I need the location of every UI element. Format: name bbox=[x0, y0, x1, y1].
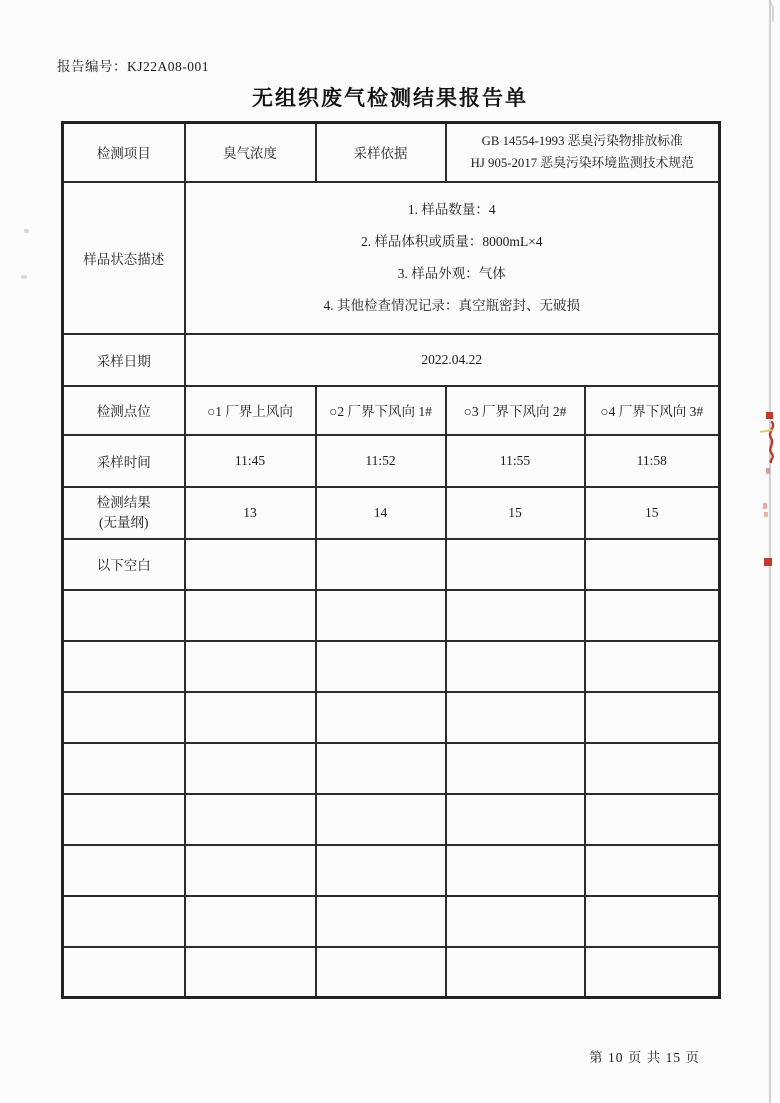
cell-detection-item-value: 臭气浓度 bbox=[185, 123, 316, 182]
results-table-body bbox=[63, 123, 720, 998]
cell-result-1: 13 bbox=[185, 487, 316, 539]
empty-cell bbox=[446, 896, 585, 947]
empty-cell bbox=[585, 641, 720, 692]
report-number-value: KJ22A08-001 bbox=[127, 59, 209, 74]
empty-cell bbox=[316, 743, 446, 794]
empty-cell bbox=[316, 539, 446, 590]
cell-label-sampling-time: 采样时间 bbox=[63, 435, 185, 487]
empty-cell bbox=[316, 896, 446, 947]
cell-label-sampling-date: 采样日期 bbox=[63, 334, 185, 386]
empty-cell bbox=[585, 539, 720, 590]
empty-cell bbox=[316, 590, 446, 641]
scan-smudge bbox=[21, 275, 27, 279]
empty-cell bbox=[585, 845, 720, 896]
empty-cell bbox=[585, 590, 720, 641]
cell-label-sampling-basis: 采样依据 bbox=[316, 123, 446, 182]
red-edge-mark-faint bbox=[763, 503, 767, 509]
red-edge-mark-faint bbox=[766, 468, 770, 474]
detection-results-label-line2: (无量纲) bbox=[99, 514, 149, 530]
red-edge-scribble bbox=[764, 421, 778, 463]
cell-sampling-basis-value bbox=[446, 123, 720, 182]
empty-cell bbox=[316, 794, 446, 845]
report-number-label: 报告编号： bbox=[57, 59, 127, 74]
sample-state-line-1: 1. 样品数量：4 bbox=[407, 202, 496, 217]
empty-cell bbox=[185, 539, 316, 590]
row-blank-below bbox=[63, 539, 720, 590]
row-sample-state bbox=[63, 182, 720, 334]
empty-cell bbox=[63, 743, 185, 794]
empty-cell bbox=[446, 692, 585, 743]
sampling-basis-line2: HJ 905-2017 恶臭污染环境监测技术规范 bbox=[470, 156, 694, 171]
sampling-basis-line1: GB 14554-1993 恶臭污染物排放标准 bbox=[481, 133, 683, 148]
cell-time-1: 11:45 bbox=[185, 435, 316, 487]
scan-page-edge-line bbox=[769, 0, 771, 1103]
empty-cell bbox=[585, 794, 720, 845]
cell-point-3: ○3 厂界下风向 2# bbox=[446, 386, 585, 435]
empty-cell bbox=[185, 641, 316, 692]
red-edge-mark-faint bbox=[764, 512, 768, 517]
empty-row bbox=[63, 947, 720, 998]
empty-cell bbox=[446, 794, 585, 845]
empty-cell bbox=[585, 743, 720, 794]
sample-state-line-3: 3. 样品外观：气体 bbox=[397, 266, 506, 281]
empty-row bbox=[63, 794, 720, 845]
empty-cell bbox=[446, 743, 585, 794]
empty-cell bbox=[63, 692, 185, 743]
empty-cell bbox=[446, 845, 585, 896]
cell-result-2: 14 bbox=[316, 487, 446, 539]
cell-label-blank-below: 以下空白 bbox=[63, 539, 185, 590]
empty-cell bbox=[316, 947, 446, 998]
cell-label-detection-item: 检测项目 bbox=[63, 123, 185, 182]
empty-cell bbox=[185, 845, 316, 896]
row-sampling-date bbox=[63, 334, 720, 386]
empty-cell bbox=[446, 590, 585, 641]
page-title: 无组织废气检测结果报告单 bbox=[252, 87, 528, 110]
scan-page-edge-curve bbox=[760, 0, 774, 22]
empty-cell bbox=[446, 947, 585, 998]
scan-smudge bbox=[24, 229, 29, 233]
empty-row bbox=[63, 845, 720, 896]
cell-label-detection-results bbox=[63, 487, 185, 539]
empty-cell bbox=[185, 590, 316, 641]
sample-state-line-2: 2. 样品体积或质量：8000mL×4 bbox=[360, 234, 543, 249]
empty-row bbox=[63, 641, 720, 692]
cell-label-detection-points: 检测点位 bbox=[63, 386, 185, 435]
empty-row bbox=[63, 590, 720, 641]
sample-state-line-4: 4. 其他检查情况记录：真空瓶密封、无破损 bbox=[323, 298, 580, 313]
cell-point-1: ○1 厂界上风向 bbox=[185, 386, 316, 435]
red-edge-mark-square bbox=[764, 558, 772, 566]
empty-cell bbox=[63, 947, 185, 998]
empty-cell bbox=[585, 692, 720, 743]
empty-cell bbox=[446, 539, 585, 590]
empty-cell bbox=[316, 641, 446, 692]
cell-time-2: 11:52 bbox=[316, 435, 446, 487]
detection-results-label-line1: 检测结果 bbox=[96, 494, 151, 510]
empty-cell bbox=[185, 692, 316, 743]
empty-cell bbox=[185, 794, 316, 845]
empty-cell bbox=[63, 641, 185, 692]
cell-sample-state-description bbox=[185, 182, 720, 334]
report-number bbox=[57, 55, 209, 75]
row-sampling-time bbox=[63, 435, 720, 487]
row-detection-points bbox=[63, 386, 720, 435]
results-table bbox=[61, 121, 721, 999]
row-detection-item bbox=[63, 123, 720, 182]
cell-result-4: 15 bbox=[585, 487, 720, 539]
empty-row bbox=[63, 896, 720, 947]
empty-cell bbox=[63, 896, 185, 947]
cell-point-2: ○2 厂界下风向 1# bbox=[316, 386, 446, 435]
empty-cell bbox=[316, 692, 446, 743]
empty-row bbox=[63, 692, 720, 743]
empty-cell bbox=[585, 896, 720, 947]
cell-label-sample-state: 样品状态描述 bbox=[63, 182, 185, 334]
empty-cell bbox=[185, 743, 316, 794]
empty-cell bbox=[63, 590, 185, 641]
empty-cell bbox=[185, 896, 316, 947]
cell-result-3: 15 bbox=[446, 487, 585, 539]
empty-cell bbox=[316, 845, 446, 896]
empty-cell bbox=[446, 641, 585, 692]
empty-cell bbox=[63, 794, 185, 845]
red-edge-mark-square bbox=[766, 412, 773, 419]
row-detection-results bbox=[63, 487, 720, 539]
page-footer: 第 10 页 共 15 页 bbox=[589, 1050, 700, 1065]
empty-row bbox=[63, 743, 720, 794]
empty-cell bbox=[63, 845, 185, 896]
empty-cell bbox=[585, 947, 720, 998]
cell-point-4: ○4 厂界下风向 3# bbox=[585, 386, 720, 435]
cell-time-4: 11:58 bbox=[585, 435, 720, 487]
cell-sampling-date-value: 2022.04.22 bbox=[185, 334, 720, 386]
empty-cell bbox=[185, 947, 316, 998]
cell-time-3: 11:55 bbox=[446, 435, 585, 487]
